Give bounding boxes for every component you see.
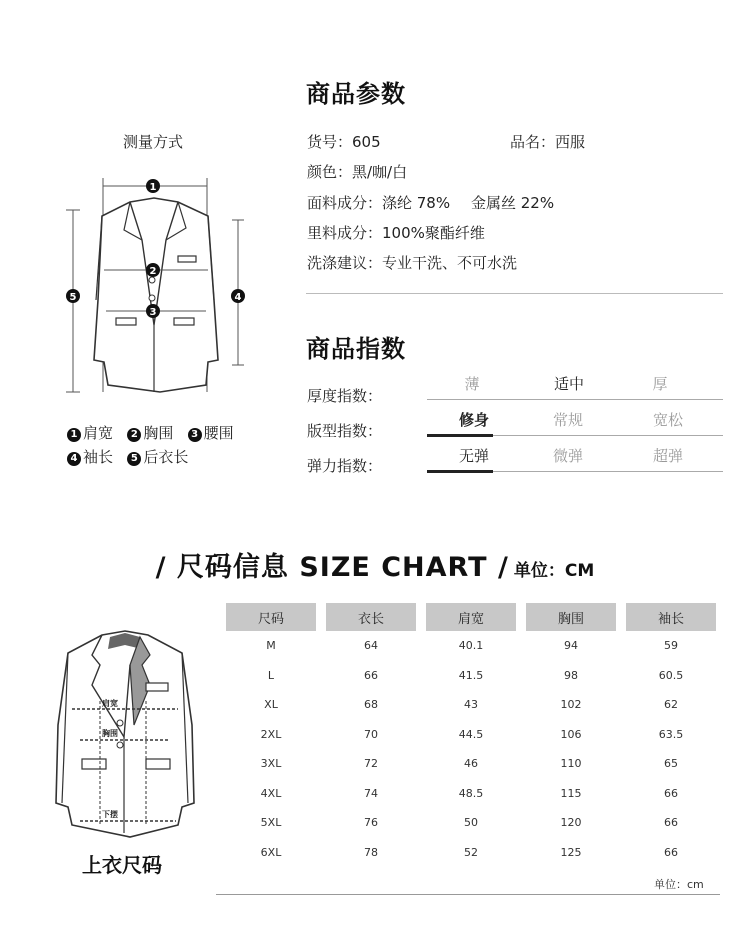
table-row xyxy=(226,631,716,661)
index-selected-bar xyxy=(427,470,493,473)
cell-length: 74 xyxy=(364,786,378,800)
spec-name: 品名：西服 xyxy=(510,133,586,151)
jacket-size-caption: 上衣尺码 xyxy=(82,853,162,877)
legend-item: 5 后衣长 xyxy=(127,448,188,466)
cell-size: 6XL xyxy=(260,845,282,859)
cell-chest: 115 xyxy=(560,786,582,800)
index-option-selected: 修身 xyxy=(458,411,489,429)
marker-2 xyxy=(146,263,160,277)
cell-sleeve: 60.5 xyxy=(658,668,684,682)
cell-length: 72 xyxy=(364,757,378,771)
index-label-thickness: 厚度指数： xyxy=(307,387,383,405)
index-option: 宽松 xyxy=(652,411,683,429)
cell-shoulder: 52 xyxy=(464,845,478,859)
table-row xyxy=(226,808,716,838)
table-row xyxy=(226,749,716,779)
size-col-header: 肩宽 xyxy=(426,603,516,631)
cell-chest: 120 xyxy=(560,816,582,830)
spec-fabric-metal: 金属丝 22% xyxy=(471,194,555,212)
marker-3 xyxy=(146,304,160,318)
cell-shoulder: 40.1 xyxy=(458,639,484,653)
index-option: 常规 xyxy=(552,411,583,429)
cell-sleeve: 63.5 xyxy=(658,727,684,741)
table-row xyxy=(226,661,716,691)
jacket-label-shoulder: 肩宽 xyxy=(102,699,118,708)
size-col-header: 袖长 xyxy=(626,603,716,631)
index-selected-bar xyxy=(427,434,493,437)
legend-item: 1 肩宽 xyxy=(67,424,113,442)
cell-size: M xyxy=(266,639,276,653)
cell-chest: 106 xyxy=(560,727,582,741)
legend-item: 3 腰围 xyxy=(188,424,234,442)
svg-text:2: 2 xyxy=(149,266,157,277)
product-params-title: 商品参数 xyxy=(306,80,406,108)
legend-item: 2 胸围 xyxy=(127,424,173,442)
cell-shoulder: 43 xyxy=(464,698,478,712)
jacket-measure-diagram xyxy=(60,170,260,405)
table-row xyxy=(226,720,716,750)
cell-size: 2XL xyxy=(260,727,282,741)
cell-sleeve: 59 xyxy=(664,639,678,653)
table-row xyxy=(226,690,716,720)
cell-chest: 110 xyxy=(560,757,582,771)
index-option: 超弹 xyxy=(652,447,683,465)
cell-sleeve: 62 xyxy=(664,698,678,712)
cell-length: 76 xyxy=(364,816,378,830)
size-table-header xyxy=(226,603,716,631)
index-option-selected: 无弹 xyxy=(458,447,489,465)
index-option: 厚 xyxy=(652,375,668,393)
index-label-fit: 版型指数： xyxy=(307,422,383,440)
cell-length: 68 xyxy=(364,698,378,712)
cell-sleeve: 66 xyxy=(664,845,678,859)
size-col-header: 胸围 xyxy=(526,603,616,631)
index-option: 微弹 xyxy=(552,447,583,465)
cell-shoulder: 48.5 xyxy=(458,786,484,800)
size-table xyxy=(216,603,726,867)
cell-size: L xyxy=(267,668,275,682)
size-col-header: 尺码 xyxy=(226,603,316,631)
spec-washing: 洗涤建议：专业干洗、不可水洗 xyxy=(307,254,518,272)
table-bottom-rule xyxy=(216,894,720,895)
marker-1 xyxy=(146,179,160,193)
spec-item-no: 货号：605 xyxy=(307,133,381,151)
table-unit-note: 单位：cm xyxy=(654,878,704,891)
cell-shoulder: 50 xyxy=(464,816,478,830)
cell-shoulder: 41.5 xyxy=(458,668,484,682)
cell-length: 70 xyxy=(364,727,378,741)
svg-text:4: 4 xyxy=(234,292,242,303)
spec-fabric: 面料成分：涤纶 78% xyxy=(307,194,451,212)
marker-4 xyxy=(231,289,245,303)
cell-length: 64 xyxy=(364,639,378,653)
index-option-selected: 适中 xyxy=(553,375,584,393)
spec-lining: 里料成分：100%聚酯纤维 xyxy=(307,224,485,242)
jacket-label-chest: 胸围 xyxy=(102,729,118,738)
cell-length: 66 xyxy=(364,668,378,682)
cell-sleeve: 66 xyxy=(664,786,678,800)
cell-shoulder: 44.5 xyxy=(458,727,484,741)
jacket-size-diagram xyxy=(50,625,200,845)
svg-text:3: 3 xyxy=(149,307,157,318)
spec-color: 颜色：黑/咖/白 xyxy=(307,163,408,181)
cell-chest: 102 xyxy=(560,698,582,712)
table-row xyxy=(226,838,716,868)
cell-shoulder: 46 xyxy=(464,757,478,771)
svg-text:5: 5 xyxy=(69,292,77,303)
measure-method-label: 测量方式 xyxy=(123,133,184,151)
cell-size: 5XL xyxy=(260,816,282,830)
product-index-title: 商品指数 xyxy=(306,335,406,363)
section-divider xyxy=(306,293,723,294)
svg-text:1: 1 xyxy=(149,182,157,193)
table-row xyxy=(226,779,716,809)
size-col-header: 衣长 xyxy=(326,603,416,631)
cell-chest: 94 xyxy=(564,639,578,653)
index-option: 薄 xyxy=(464,375,480,393)
index-label-elasticity: 弹力指数： xyxy=(307,457,383,475)
index-selected-bar xyxy=(529,398,609,401)
cell-size: 4XL xyxy=(260,786,282,800)
marker-5 xyxy=(66,289,80,303)
measure-legend xyxy=(67,421,267,469)
cell-chest: 98 xyxy=(564,668,578,682)
cell-size: XL xyxy=(264,698,278,712)
cell-sleeve: 66 xyxy=(664,816,678,830)
cell-length: 78 xyxy=(364,845,378,859)
size-chart-title: / 尺码信息 SIZE CHART / xyxy=(155,552,509,583)
size-chart-header xyxy=(0,545,750,584)
legend-item: 4 袖长 xyxy=(67,448,113,466)
size-chart-unit: 单位：CM xyxy=(513,561,595,581)
cell-size: 3XL xyxy=(260,757,282,771)
cell-sleeve: 65 xyxy=(664,757,678,771)
cell-chest: 125 xyxy=(560,845,582,859)
jacket-label-hem: 下摆 xyxy=(102,810,118,819)
